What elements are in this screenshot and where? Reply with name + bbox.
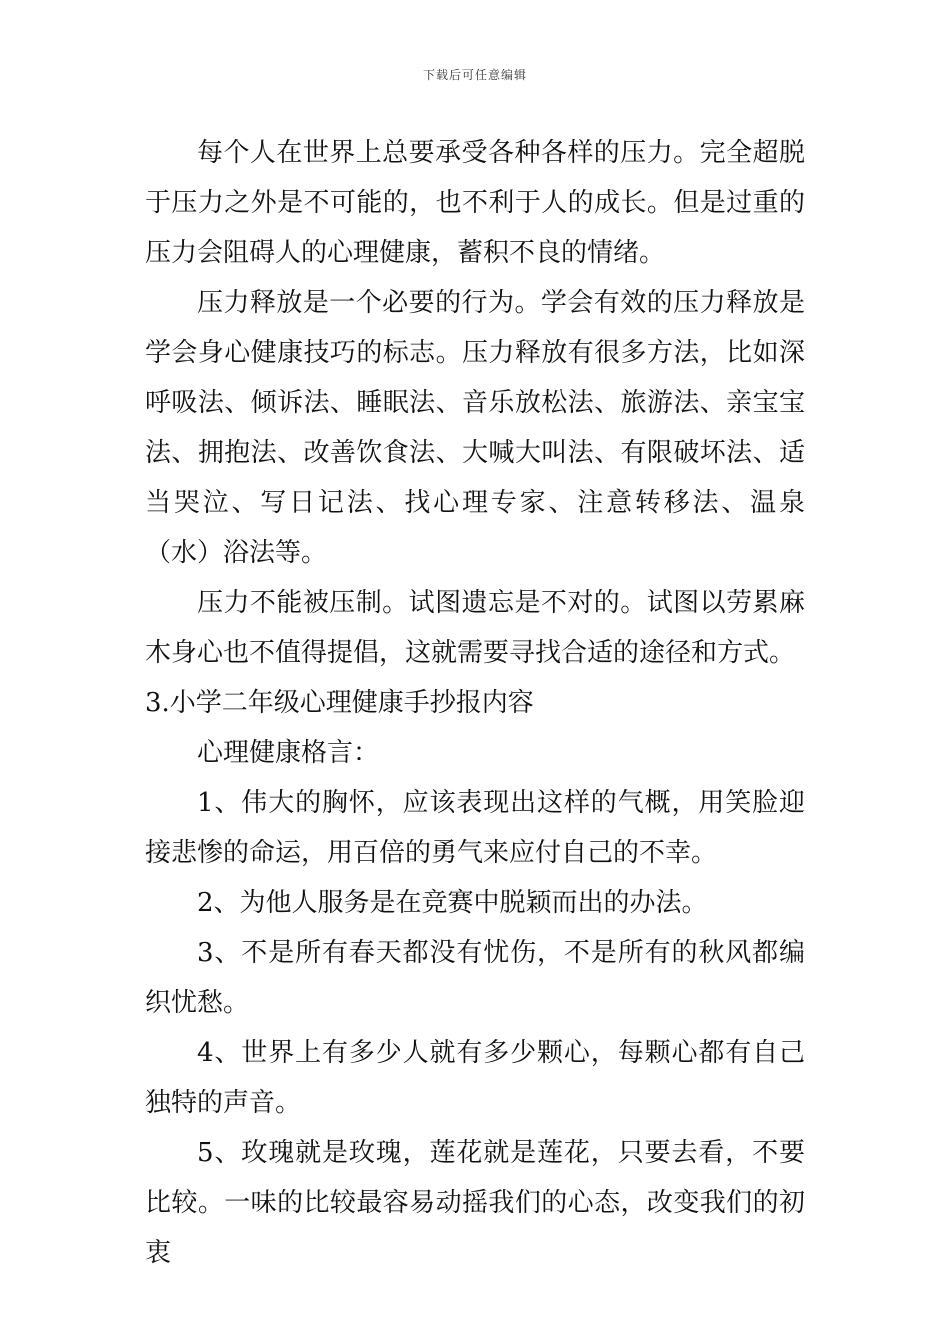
maxim-item: 3、不是所有春天都没有忧伤，不是所有的秋风都编织忧愁。 (145, 938, 805, 1018)
paragraph-3: 压力不能被压制。试图遗忘是不对的。试图以劳累麻木身心也不值得提倡，这就需要寻找合适的途径和方式。 (145, 588, 805, 668)
maxims-title: 心理健康格言： (197, 738, 380, 768)
maxim-item: 2、为他人服务是在竞赛中脱颖而出的办法。 (197, 888, 708, 918)
paragraph-2: 压力释放是一个必要的行为。学会有效的压力释放是学会身心健康技巧的标志。压力释放有很多方法，比如深呼吸法、倾诉法、睡眠法、音乐放松法、旅游法、亲宝宝法、拥抱法、改善饮食法、大喊大叫法、有限破坏法、适当哭泣、写日记法、找心理专家、注意转移法、温泉（水）浴法等。 (145, 288, 805, 568)
maxim-item: 1、伟大的胸怀，应该表现出这样的气概，用笑脸迎接悲惨的命运，用百倍的勇气来应付自己的不幸。 (145, 788, 805, 868)
maxim-item: 4、世界上有多少人就有多少颗心，每颗心都有自己独特的声音。 (145, 1038, 805, 1118)
header-note: 下载后可任意编辑 (422, 68, 527, 82)
section-heading: 3.小学二年级心理健康手抄报内容 (145, 688, 534, 718)
document-body (145, 128, 805, 1278)
maxim-item: 5、玫瑰就是玫瑰，莲花就是莲花，只要去看，不要比较。一味的比较最容易动摇我们的心态，改变我们的初衷 (145, 1138, 805, 1268)
paragraph-1: 每个人在世界上总要承受各种各样的压力。完全超脱于压力之外是不可能的，也不利于人的成长。但是过重的压力会阻碍人的心理健康，蓄积不良的情绪。 (145, 138, 805, 268)
